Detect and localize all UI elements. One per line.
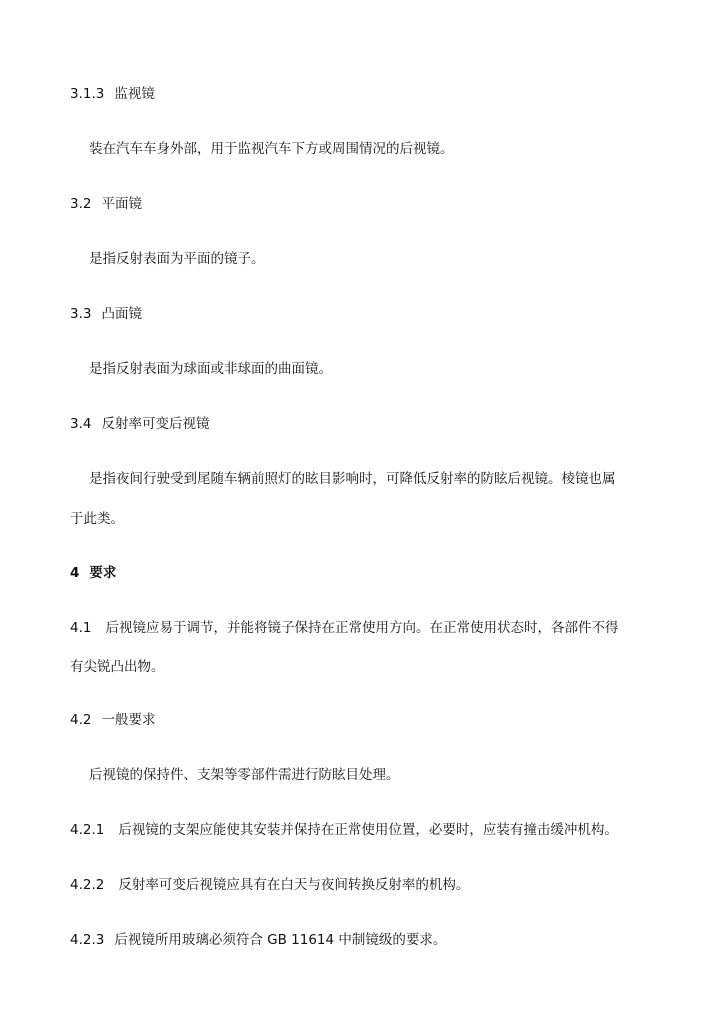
clause-text: 后视镜应易于调节，并能将镜子保持在正常使用方向。在正常使用状态时，各部件不得 [105,620,619,636]
section-number: 4.2.2 [70,877,105,893]
clause-4-2-2 [70,875,469,895]
section-title: 反射率可变后视镜 [101,416,210,432]
section-title: 要求 [89,565,117,581]
clause-4-1-line-2: 有尖锐凸出物。 [70,659,165,675]
paragraph-4-2: 后视镜的保持件、支架等零部件需进行防眩目处理。 [89,767,400,783]
section-number: 4.2.1 [70,822,105,838]
clause-text: 后视镜所用玻璃必须符合 GB 11614 中制镜级的要求。 [114,932,447,948]
section-number: 4.1 [70,620,92,636]
section-title: 平面镜 [101,196,142,212]
section-title: 一般要求 [101,712,156,728]
clause-4-2-3 [70,930,446,950]
heading-3-1-3 [70,84,155,104]
clause-text: 反射率可变后视镜应具有在白天与夜间转换反射率的机构。 [118,877,470,893]
paragraph-3-1-3: 装在汽车车身外部，用于监视汽车下方或周围情况的后视镜。 [89,141,454,157]
section-number: 3.3 [70,306,92,322]
section-number: 3.1.3 [70,86,105,102]
heading-4 [70,563,116,583]
section-number: 4.2 [70,712,92,728]
paragraph-3-4-line-2: 于此类。 [70,511,124,527]
section-number: 4 [70,565,80,581]
clause-4-1-line-1 [70,618,618,638]
section-number: 4.2.3 [70,932,105,948]
heading-3-2 [70,194,142,214]
section-title: 监视镜 [114,86,155,102]
paragraph-3-3: 是指反射表面为球面或非球面的曲面镜。 [89,361,332,377]
clause-4-2-1 [70,820,618,840]
paragraph-3-2: 是指反射表面为平面的镜子。 [89,251,265,267]
section-number: 3.4 [70,416,92,432]
heading-3-3 [70,304,142,324]
clause-text: 后视镜的支架应能使其安装并保持在正常使用位置，必要时，应装有撞击缓冲机构。 [118,822,618,838]
section-number: 3.2 [70,196,92,212]
heading-3-4 [70,414,209,434]
paragraph-3-4-line-1: 是指夜间行驶受到尾随车辆前照灯的眩目影响时，可降低反射率的防眩后视镜。棱镜也属 [89,471,616,487]
section-title: 凸面镜 [101,306,142,322]
heading-4-2 [70,710,155,730]
